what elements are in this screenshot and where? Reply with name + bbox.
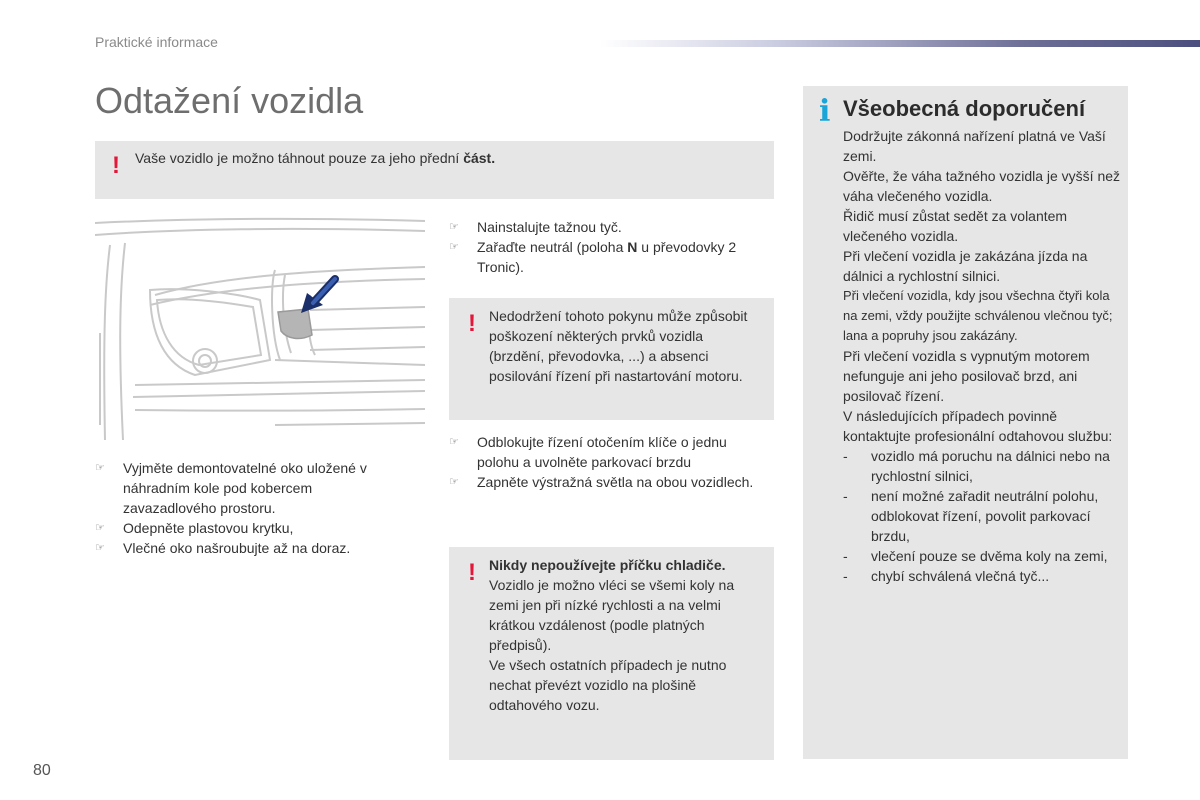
list-item-text <box>477 237 769 277</box>
info-paragraph: Ověřte, že váha tažného vozidla je vyšší než váha vlečeného vozidla. <box>843 168 1121 204</box>
list-item <box>95 518 395 538</box>
bottom-warning-box <box>449 547 774 760</box>
middle-warning-box <box>449 298 774 420</box>
list-item <box>95 538 395 558</box>
general-recommendations-box <box>803 86 1128 759</box>
pointing-hand-icon: ☞ <box>449 221 459 233</box>
list-item <box>843 566 1123 586</box>
list-item <box>449 472 769 492</box>
list-item-text: Vlečné oko našroubujte až na doraz. <box>123 540 351 556</box>
left-steps-list <box>95 458 395 558</box>
info-paragraph: Řidič musí zůstat sedět za volantem vlečeného vozidla. <box>843 208 1068 244</box>
list-item <box>843 486 1123 546</box>
list-item-text: vlečení pouze se dvěma koly na zemi, <box>871 548 1108 564</box>
list-item-text: není možné zařadit neutrální polohu, odblokovat řízení, povolit parkovací brzdu, <box>871 488 1099 544</box>
top-warning-text-bold: část. <box>463 150 496 166</box>
list-item-text: Odepněte plastovou krytku, <box>123 520 294 536</box>
list-item-text: Vyjměte demontovatelné oko uložené v náhradním kole pod kobercem zavazadlového prostoru. <box>123 460 367 516</box>
info-box-body <box>843 126 1123 586</box>
cases-list <box>843 446 1123 586</box>
middle-steps-list <box>449 217 769 277</box>
dash-marker: - <box>843 488 848 504</box>
page-title: Odtažení vozidla <box>95 80 364 121</box>
list-item <box>843 546 1123 566</box>
info-paragraph: Dodržujte zákonná nařízení platná ve Vaší zemi. <box>843 128 1106 164</box>
info-paragraph: Při vlečení vozidla s vypnutým motorem nefunguje ani jeho posilovač brzd, ani posilovač řízení. <box>843 348 1090 404</box>
towing-eye-illustration-icon <box>95 215 425 440</box>
list-item-text-part: Zařaďte neutrál (poloha <box>477 239 628 255</box>
top-warning-text-regular: Vaše vozidlo je možno táhnout pouze za jeho přední <box>135 150 464 166</box>
car-front-illustration <box>95 215 425 440</box>
bottom-warning-heading: Nikdy nepoužívejte příčku chladiče. <box>489 557 726 573</box>
info-icon: i <box>819 94 831 129</box>
bottom-warning-paragraph: Vozidlo je možno vléci se všemi koly na zemi jen při nízké rychlosti a na velmi krátkou vzdálenost (podle platných předpisů). <box>489 577 735 653</box>
list-item <box>843 446 1123 486</box>
middle-warning-text: Nedodržení tohoto pokynu může způsobit poškození některých prvků vozidla (brzdění, převodovka, ...) a absenci posilování řízení při nastartování motoru. <box>489 308 748 384</box>
bottom-warning-paragraph: Ve všech ostatních případech je nutno nechat převézt vozidlo na plošině odtahového vozu. <box>489 657 727 713</box>
dash-marker: - <box>843 568 848 584</box>
pointing-hand-icon: ☞ <box>449 436 459 448</box>
list-item <box>95 458 395 518</box>
info-paragraph: V následujících případech povinně kontaktujte profesionální odtahovou službu: <box>843 408 1113 444</box>
exclamation-icon: ! <box>468 310 476 337</box>
pointing-hand-icon: ☞ <box>449 241 459 253</box>
bottom-warning-text <box>489 555 759 715</box>
list-item <box>449 432 769 472</box>
info-paragraph: Při vlečení vozidla, kdy jsou všechna čtyři kola na zemi, vždy použijte schválenou vlečnou tyč; lana a popruhy jsou zakázány. <box>843 288 1113 343</box>
gear-position-label: N <box>627 239 638 255</box>
dash-marker: - <box>843 548 848 564</box>
list-item <box>449 237 769 277</box>
list-item-text: Zapněte výstražná světla na obou vozidlech. <box>477 474 754 490</box>
list-item-text: vozidlo má poruchu na dálnici nebo na rychlostní silnici, <box>871 448 1110 484</box>
header-bar <box>600 40 1200 47</box>
exclamation-icon: ! <box>468 559 476 586</box>
list-item-text-part: u převodovky 2 Tronic). <box>477 239 737 275</box>
pointing-hand-icon: ☞ <box>95 522 105 534</box>
pointing-hand-icon: ☞ <box>95 462 105 474</box>
info-box-title: Všeobecná doporučení <box>843 96 1086 121</box>
info-paragraph: Při vlečení vozidla je zakázána jízda na dálnici a rychlostní silnici. <box>843 248 1088 284</box>
list-item-text: Odblokujte řízení otočením klíče o jednu polohu a uvolněte parkovací brzdu <box>477 434 727 470</box>
top-warning-text <box>135 148 765 168</box>
pointing-hand-icon: ☞ <box>449 476 459 488</box>
exclamation-icon: ! <box>112 152 120 179</box>
pointing-hand-icon: ☞ <box>95 542 105 554</box>
list-item <box>449 217 769 237</box>
list-item-text: chybí schválená vlečná tyč... <box>871 568 1050 584</box>
page-number: 80 <box>33 762 51 779</box>
dash-marker: - <box>843 448 848 464</box>
section-label: Praktické informace <box>95 34 218 50</box>
top-warning-box <box>95 141 774 199</box>
list-item-text: Nainstalujte tažnou tyč. <box>477 219 622 235</box>
middle-steps-list-2 <box>449 432 769 492</box>
